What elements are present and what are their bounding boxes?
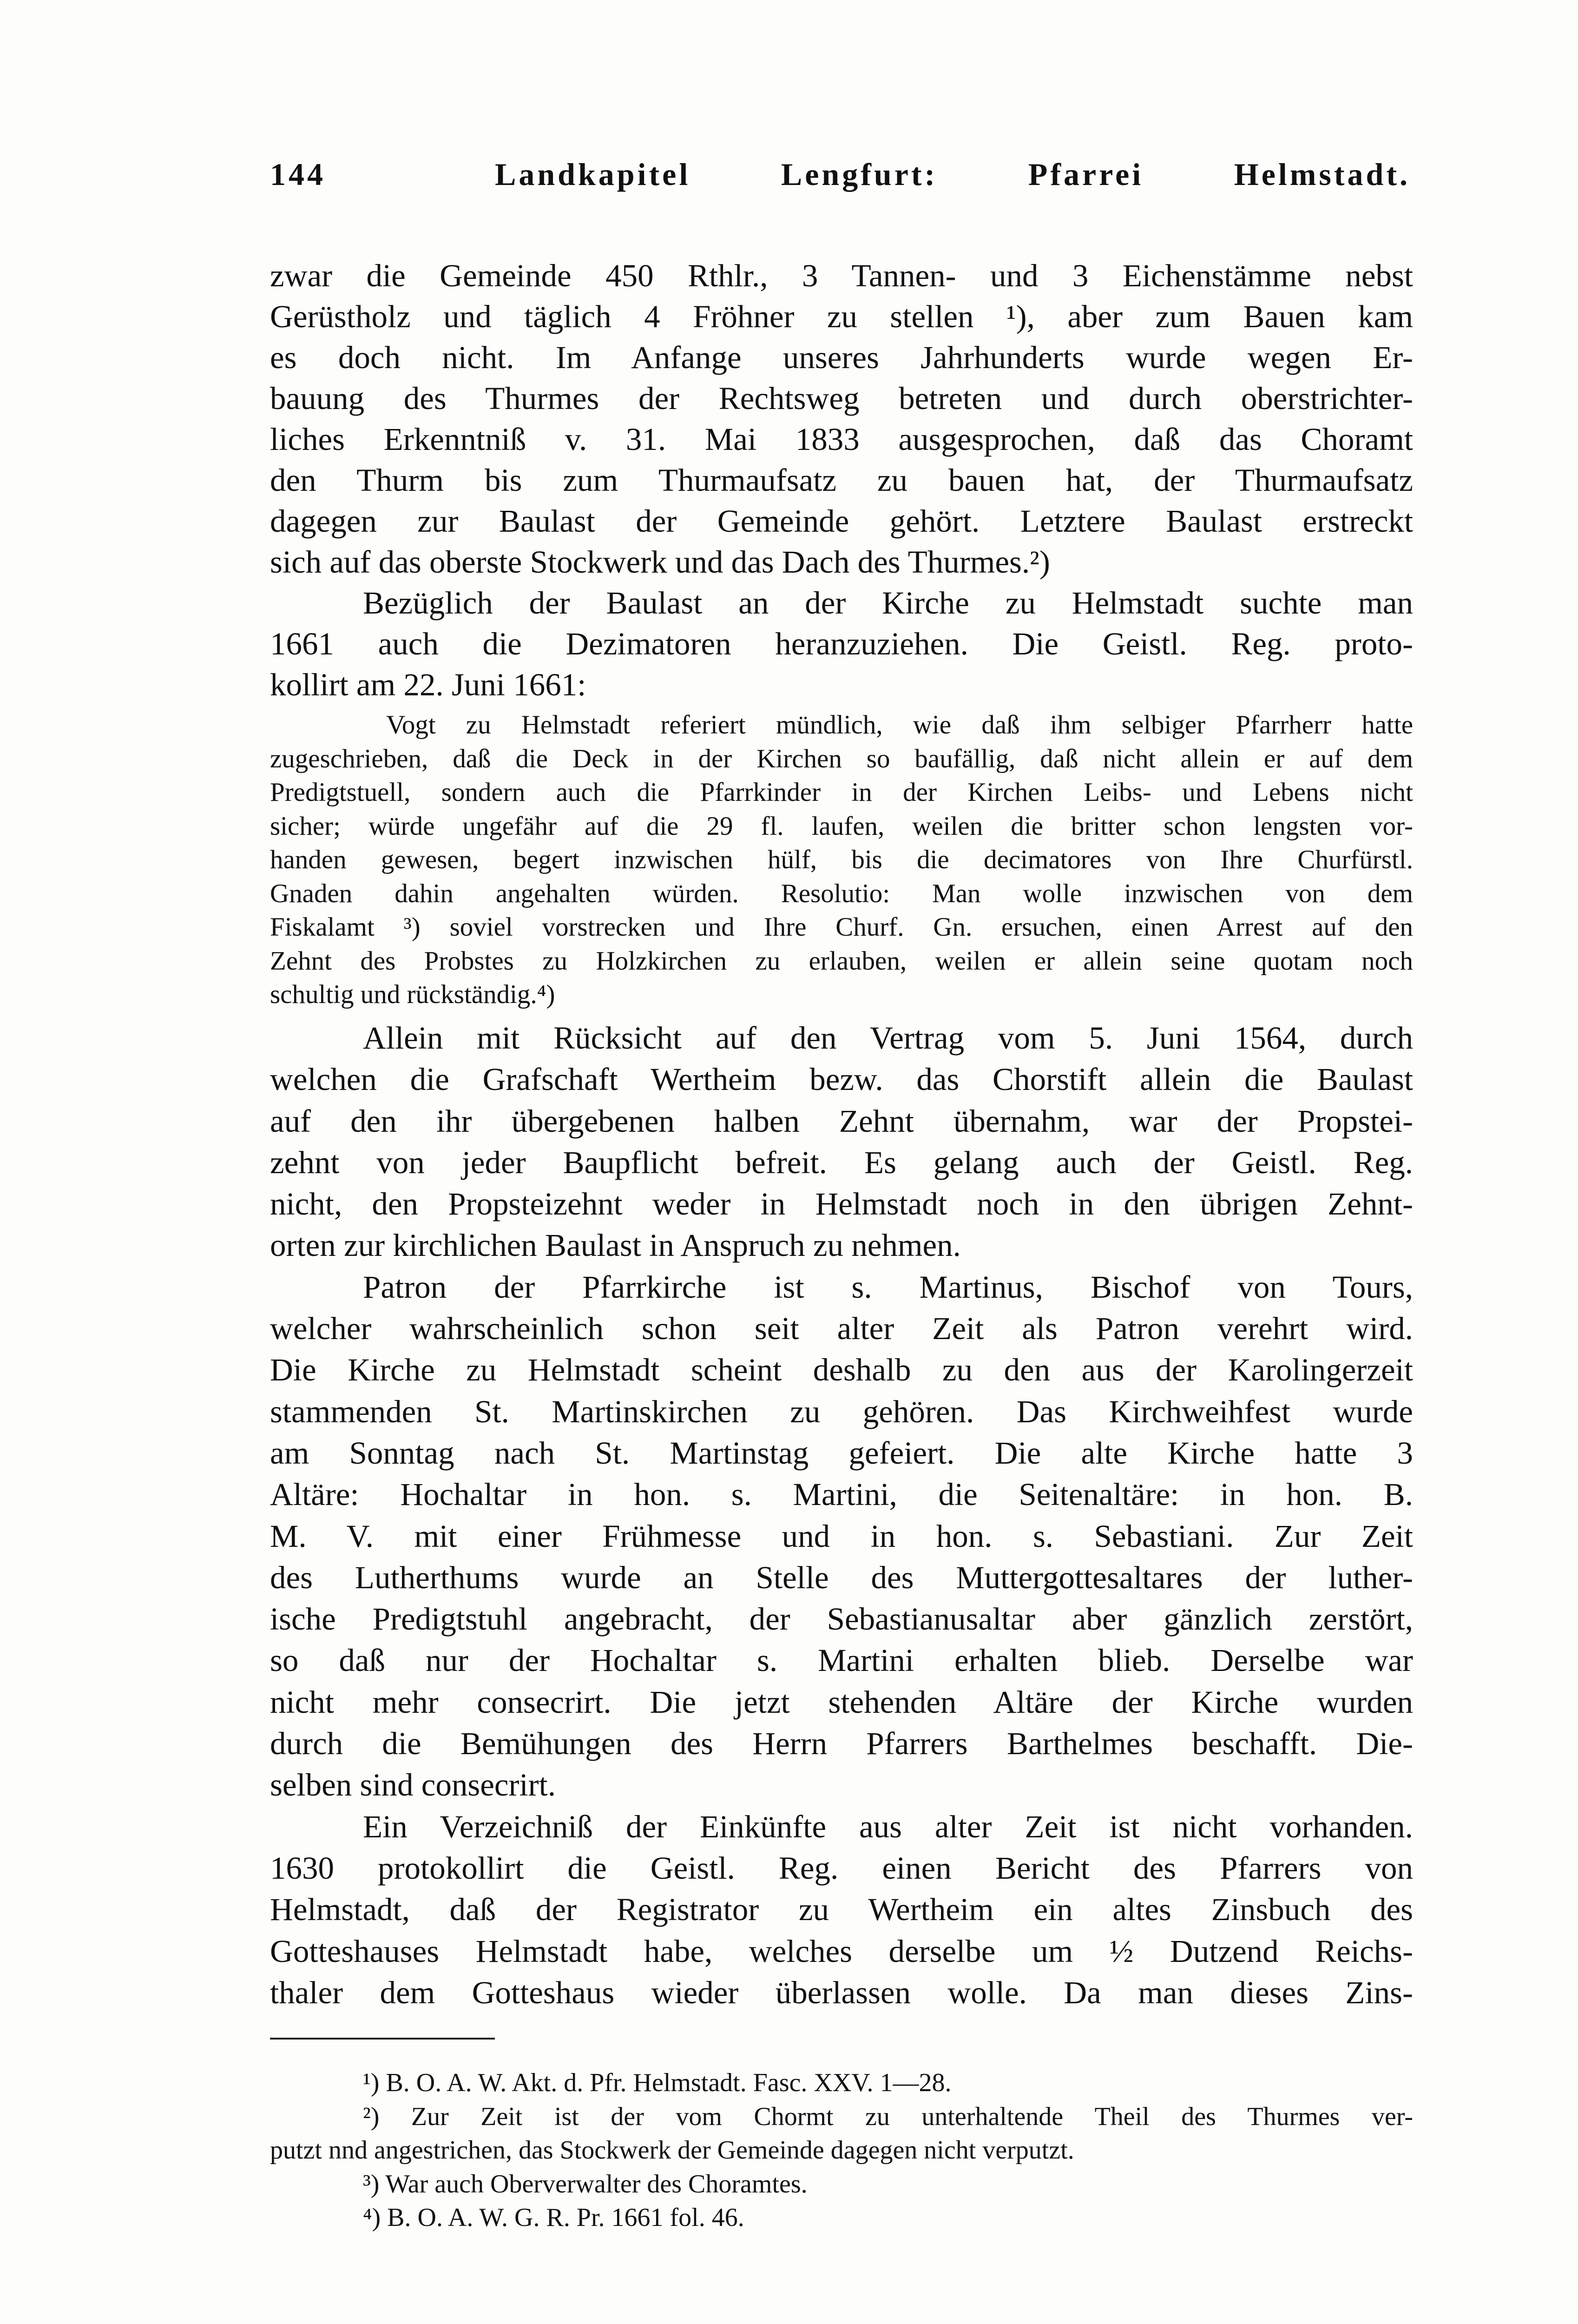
paragraph — [270, 1017, 1413, 1267]
text-line: Patron der Pfarrkirche ist s. Martinus, Bischof von Tours, — [363, 1269, 1413, 1305]
text-line: ³) War auch Oberverwalter des Choramtes. — [363, 2169, 808, 2199]
text-line: Gnaden dahin angehalten würden. Resolutio: Man wolle inzwischen von dem — [270, 878, 1413, 908]
text-line: handen gewesen, begert inzwischen hülf, bis die decimatores von Ihre Churfürstl. — [270, 845, 1413, 874]
text-line: zehnt von jeder Baupflicht befreit. Es gelang auch der Geistl. Reg. — [270, 1144, 1413, 1180]
page-number: 144 — [270, 157, 326, 192]
text-line: M. V. mit einer Frühmesse und in hon. s. Sebastiani. Zur Zeit — [270, 1518, 1413, 1554]
text-line: stammenden St. Martinskirchen zu gehören. Das Kirchweihfest wurde — [270, 1393, 1413, 1429]
text-line: Ein Verzeichniß der Einkünfte aus alter Zeit ist nicht vorhanden. — [363, 1809, 1413, 1844]
text-line: ¹) B. O. A. W. Akt. d. Pfr. Helmstadt. Fasc. XXV. 1—28. — [363, 2068, 952, 2097]
text-line: Gotteshauses Helmstadt habe, welches derselbe um ½ Dutzend Reichs- — [270, 1933, 1413, 1969]
paragraph — [270, 2066, 1413, 2100]
paragraph — [270, 2100, 1413, 2167]
paragraph — [270, 1806, 1413, 2014]
text-line: Altäre: Hochaltar in hon. s. Martini, die Seitenaltäre: in hon. B. — [270, 1477, 1413, 1512]
text-line: auf den ihr übergebenen halben Zehnt übernahm, war der Propstei- — [270, 1103, 1413, 1139]
paragraph — [270, 582, 1413, 705]
paragraph — [270, 1267, 1413, 1806]
text-line: Die Kirche zu Helmstadt scheint deshalb zu den aus der Karolingerzeit — [270, 1352, 1413, 1388]
text-line: Predigtstuell, sondern auch die Pfarrkinder in der Kirchen Leibs- und Lebens nicht — [270, 778, 1413, 807]
text-line: welchen die Grafschaft Wertheim bezw. das Chorstift allein die Baulast — [270, 1062, 1413, 1097]
text-line: zwar die Gemeinde 450 Rthlr., 3 Tannen- und 3 Eichenstämme nebst — [270, 258, 1413, 293]
paragraph — [270, 2167, 1413, 2201]
text-line: schultig und rückständig.⁴) — [270, 980, 555, 1009]
text-line: Fiskalamt ³) soviel vorstrecken und Ihre Churf. Gn. ersuchen, einen Arrest auf den — [270, 912, 1413, 942]
running-title: Landkapitel Lengfurt: Pfarrei Helmstadt. — [495, 157, 1410, 192]
text-line: so daß nur der Hochaltar s. Martini erhalten blieb. Derselbe war — [270, 1643, 1413, 1678]
text-line: Helmstadt, daß der Registrator zu Wertheim ein altes Zinsbuch des — [270, 1892, 1413, 1928]
body-text-top — [270, 255, 1413, 705]
text-line: des Lutherthums wurde an Stelle des Muttergottesaltares der luther- — [270, 1559, 1413, 1595]
text-line: nicht, den Propsteizehnt weder in Helmstadt noch in den übrigen Zehnt- — [270, 1186, 1413, 1222]
text-line: sicher; würde ungefähr auf die 29 fl. laufen, weilen die britter schon lengsten vor- — [270, 811, 1413, 841]
text-line: Gerüstholz und täglich 4 Fröhner zu stellen ¹), aber zum Bauen kam — [270, 299, 1413, 334]
footnotes — [270, 2066, 1413, 2235]
text-line: putzt nnd angestrichen, das Stockwerk der Gemeinde dagegen nicht verputzt. — [270, 2136, 1074, 2165]
paragraph — [270, 2201, 1413, 2235]
text-line: ²) Zur Zeit ist der vom Chormt zu unterhaltende Theil des Thurmes ver- — [363, 2102, 1413, 2131]
text-line: Vogt zu Helmstadt referiert mündlich, wie daß ihm selbiger Pfarrherr hatte — [386, 710, 1413, 739]
paragraph — [270, 255, 1413, 582]
text-line: Allein mit Rücksicht auf den Vertrag vom 5. Juni 1564, durch — [363, 1020, 1413, 1056]
text-line: Zehnt des Probstes zu Holzkirchen zu erlauben, weilen er allein seine quotam noch — [270, 946, 1413, 976]
text-line: zugeschrieben, daß die Deck in der Kirchen so baufällig, daß nicht allein er auf dem — [270, 744, 1413, 773]
text-line: 1661 auch die Dezimatoren heranzuziehen. Die Geistl. Reg. proto- — [270, 626, 1413, 661]
text-line: orten zur kirchlichen Baulast in Anspruch zu nehmen. — [270, 1228, 961, 1263]
text-line: es doch nicht. Im Anfange unseres Jahrhunderts wurde wegen Er- — [270, 340, 1413, 375]
text-line: sich auf das oberste Stockwerk und das Dach des Thurmes.²) — [270, 544, 1050, 580]
text-line: ische Predigtstuhl angebracht, der Sebastianusaltar aber gänzlich zerstört, — [270, 1601, 1413, 1637]
text-line: liches Erkenntniß v. 31. Mai 1833 ausgesprochen, daß das Choramt — [270, 422, 1413, 457]
text-line: 1630 protokollirt die Geistl. Reg. einen Bericht des Pfarrers von — [270, 1850, 1413, 1886]
paragraph — [270, 708, 1413, 1012]
text-line: am Sonntag nach St. Martinstag gefeiert. Die alte Kirche hatte 3 — [270, 1435, 1413, 1471]
text-line: welcher wahrscheinlich schon seit alter Zeit als Patron verehrt wird. — [270, 1311, 1413, 1347]
text-line: dagegen zur Baulast der Gemeinde gehört. Letztere Baulast erstreckt — [270, 503, 1413, 539]
text-line: nicht mehr consecrirt. Die jetzt stehenden Altäre der Kirche wurden — [270, 1684, 1413, 1720]
block-quotation — [270, 708, 1413, 1012]
text-line: den Thurm bis zum Thurmaufsatz zu bauen hat, der Thurmaufsatz — [270, 462, 1413, 498]
text-line: durch die Bemühungen des Herrn Pfarrers Barthelmes beschafft. Die- — [270, 1726, 1413, 1762]
text-line: ⁴) B. O. A. W. G. R. Pr. 1661 fol. 46. — [363, 2203, 744, 2232]
footnote-divider — [270, 2038, 495, 2040]
text-line: kollirt am 22. Juni 1661: — [270, 667, 586, 702]
body-text-main — [270, 1017, 1413, 2014]
text-line: selben sind consecrirt. — [270, 1767, 556, 1803]
text-line: Bezüglich der Baulast an der Kirche zu Helmstadt suchte man — [363, 585, 1413, 621]
text-line: bauung des Thurmes der Rechtsweg betreten und durch oberstrichter- — [270, 381, 1413, 416]
text-line: thaler dem Gotteshaus wieder überlassen wolle. Da man dieses Zins- — [270, 1974, 1413, 2010]
